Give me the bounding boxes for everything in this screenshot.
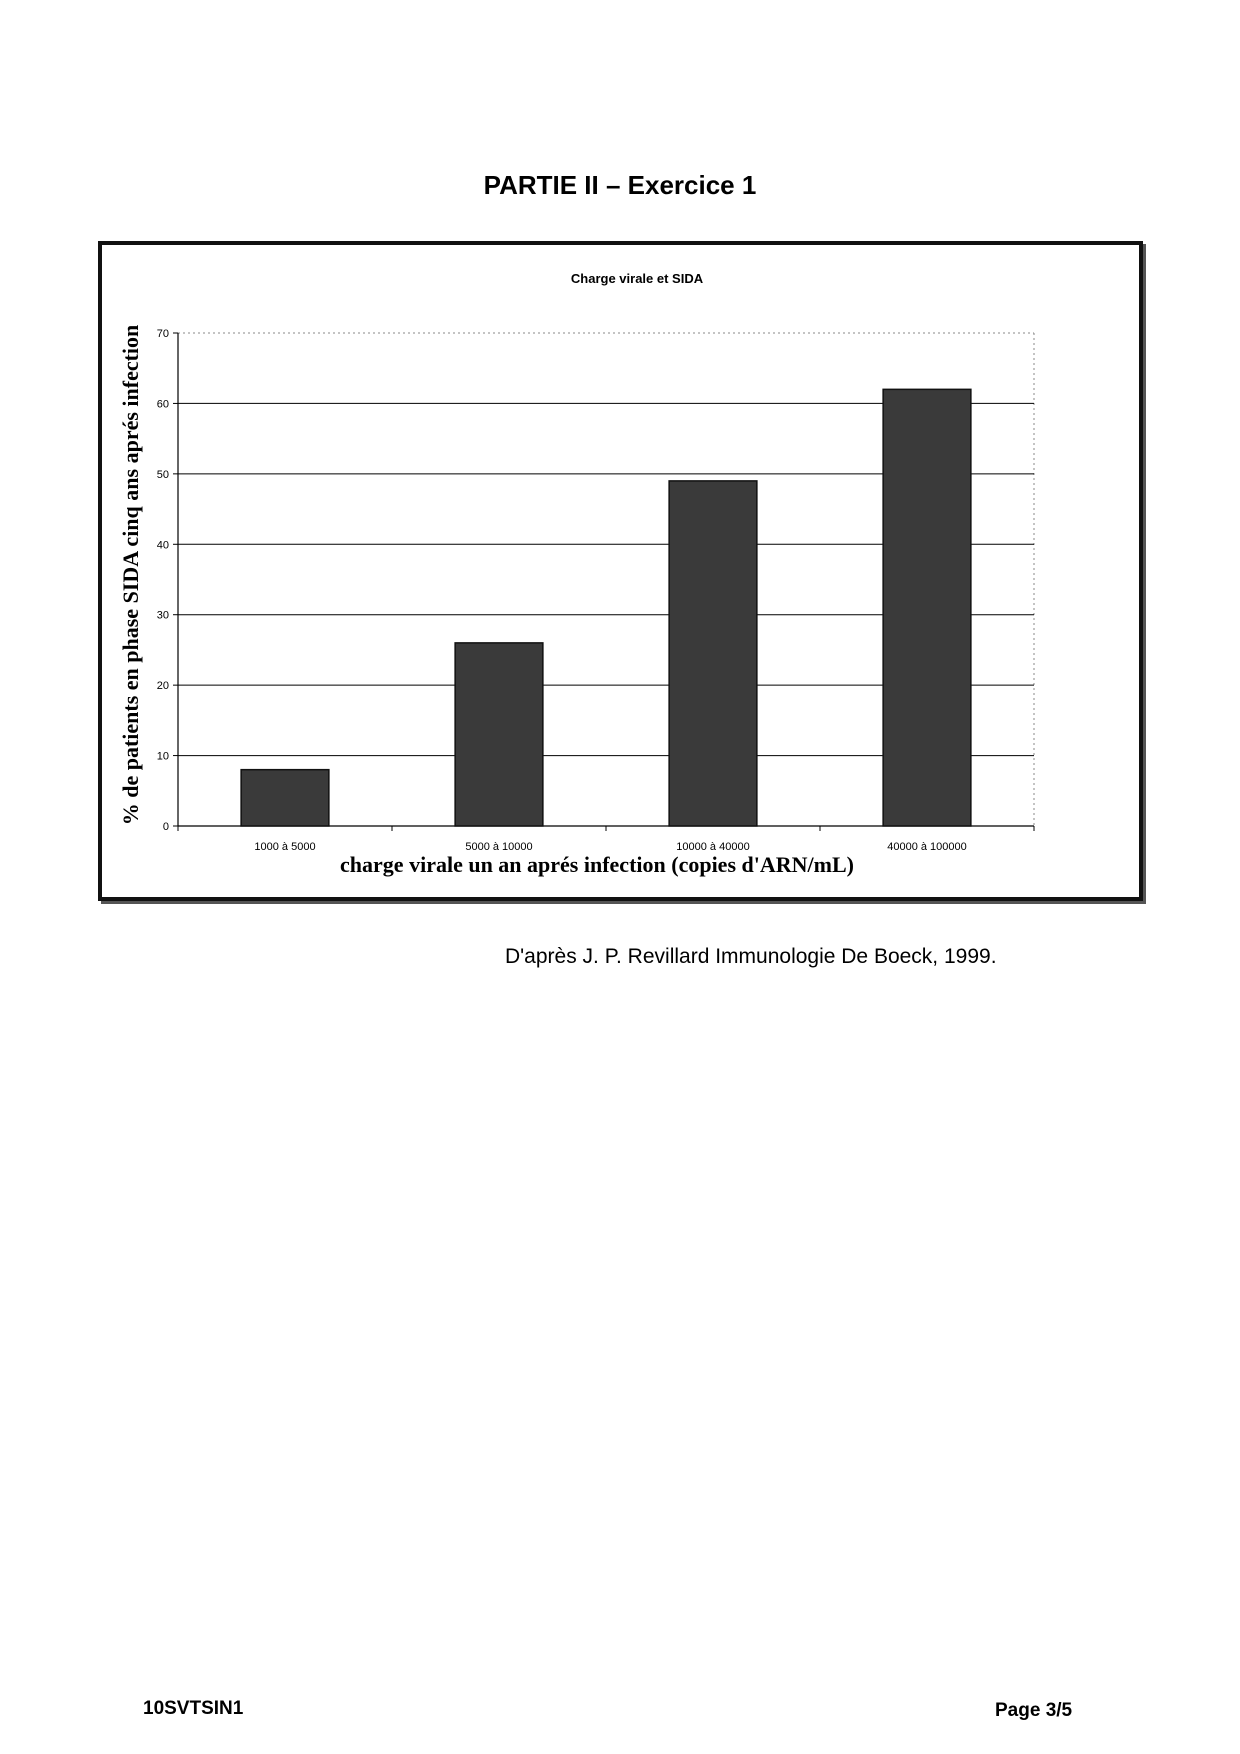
- bar: [241, 770, 329, 826]
- chart-frame: [98, 241, 1143, 901]
- y-tick-label: 60: [156, 398, 169, 411]
- bar-chart: [102, 245, 1139, 897]
- y-tick-label: 70: [156, 328, 169, 340]
- x-tick-label: 40000 à 100000: [887, 841, 967, 853]
- chart-plot-area: [157, 328, 1034, 853]
- chart-title: Charge virale et SIDA: [570, 271, 704, 286]
- x-tick-label: 5000 à 10000: [465, 841, 533, 853]
- y-tick-label: 10: [156, 750, 169, 763]
- document-code: 10SVTSIN1: [143, 1698, 244, 1719]
- y-tick-label: 20: [156, 680, 169, 693]
- bar: [669, 481, 757, 826]
- y-tick-label: 40: [156, 539, 169, 552]
- y-tick-label: 30: [156, 609, 169, 622]
- page-heading: PARTIE II – Exercice 1: [483, 170, 757, 200]
- bar: [883, 389, 971, 826]
- bar: [455, 643, 543, 826]
- page-number: Page 3/5: [995, 1700, 1073, 1721]
- y-tick-label: 50: [156, 468, 169, 481]
- x-tick-label: 10000 à 40000: [676, 841, 750, 853]
- source-citation: D'après J. P. Revillard Immunologie De Boeck, 1999.: [505, 945, 997, 968]
- x-tick-label: 1000 à 5000: [254, 841, 316, 853]
- y-axis-title: % de patients en phase SIDA cinq ans aprés infection: [118, 324, 143, 826]
- x-axis-title: charge virale un an aprés infection (copies d'ARN/mL): [340, 852, 854, 877]
- y-tick-label: 0: [162, 821, 169, 833]
